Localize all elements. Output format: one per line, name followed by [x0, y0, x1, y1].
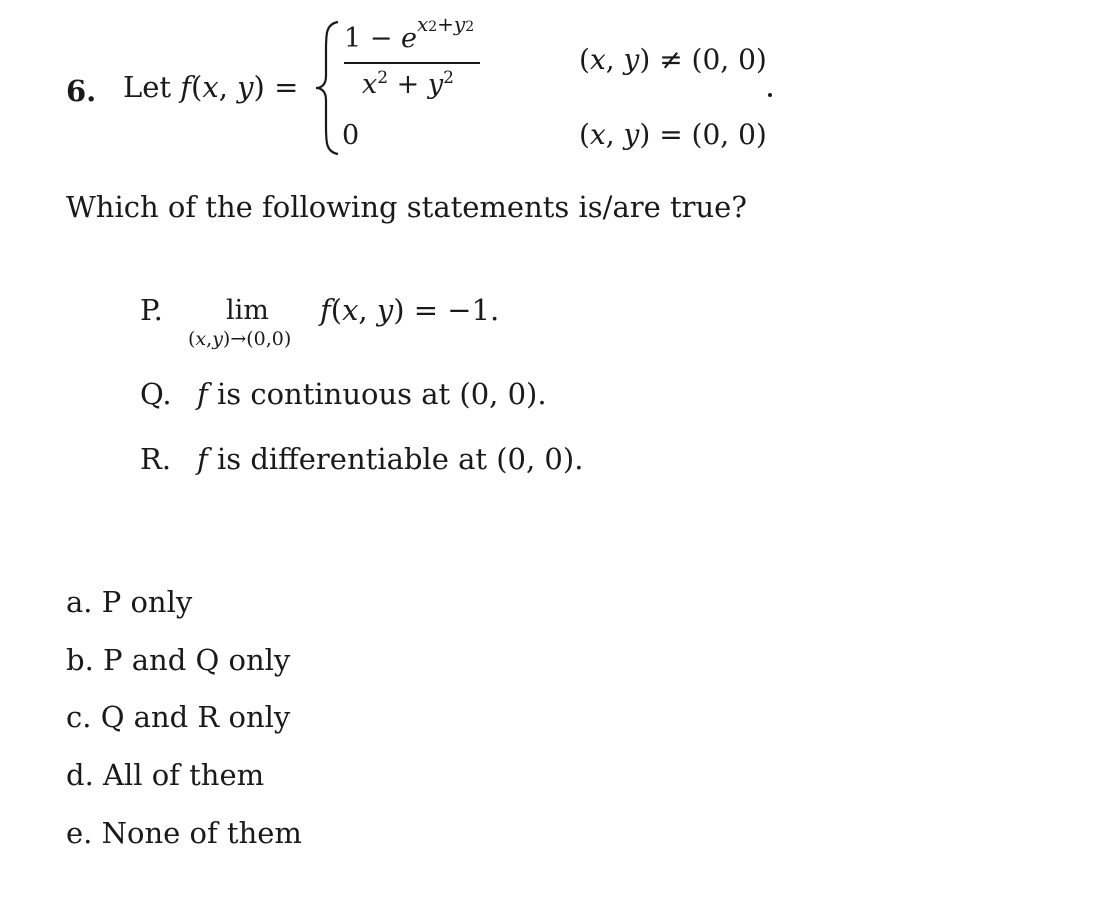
case2-condition: (x, y) = (0, 0) — [579, 118, 767, 151]
intro-f: f — [180, 70, 192, 104]
option-a[interactable] — [66, 585, 193, 619]
statement-p-lim: lim — [226, 295, 269, 326]
option-a-text: P only — [101, 585, 193, 619]
option-e-label: e. — [66, 816, 93, 850]
case2-value: 0 — [342, 120, 360, 151]
statement-p-body: f(x, y) = −1. — [320, 293, 500, 327]
statement-q-body: f is continuous at (0, 0). — [197, 377, 547, 411]
case1-condition: (x, y) ≠ (0, 0) — [579, 43, 767, 76]
option-c-text: Q and R only — [100, 700, 291, 734]
option-a-label: a. — [66, 585, 93, 619]
statement-r-body: f is differentiable at (0, 0). — [197, 442, 584, 476]
option-d-text: All of them — [103, 758, 265, 792]
question-number: 6. — [66, 74, 97, 108]
piecewise-brace — [312, 20, 342, 156]
option-d-label: d. — [66, 758, 94, 792]
statement-p-lim-sub: (x,y)→(0,0) — [188, 328, 292, 350]
option-e[interactable] — [66, 816, 302, 850]
case1-numerator: $1 - e^{x2+y2}$ — [344, 12, 475, 54]
case1-denominator: $x^2 + y^2$ — [362, 68, 454, 100]
statement-p-label: P. — [140, 293, 163, 327]
statement-q-label: Q. — [140, 377, 172, 411]
option-c[interactable] — [66, 700, 291, 734]
option-b[interactable] — [66, 643, 291, 677]
fraction-bar — [344, 62, 480, 64]
question-intro — [123, 70, 299, 104]
intro-args: (x, y) = — [191, 70, 299, 104]
intro-let: Let — [123, 70, 181, 104]
option-d[interactable] — [66, 758, 265, 792]
option-b-label: b. — [66, 643, 94, 677]
end-period — [768, 93, 772, 97]
question-prompt: Which of the following statements is/are true? — [66, 190, 747, 224]
option-b-text: P and Q only — [103, 643, 291, 677]
statement-r-label: R. — [140, 442, 172, 476]
option-c-label: c. — [66, 700, 92, 734]
option-e-text: None of them — [101, 816, 302, 850]
